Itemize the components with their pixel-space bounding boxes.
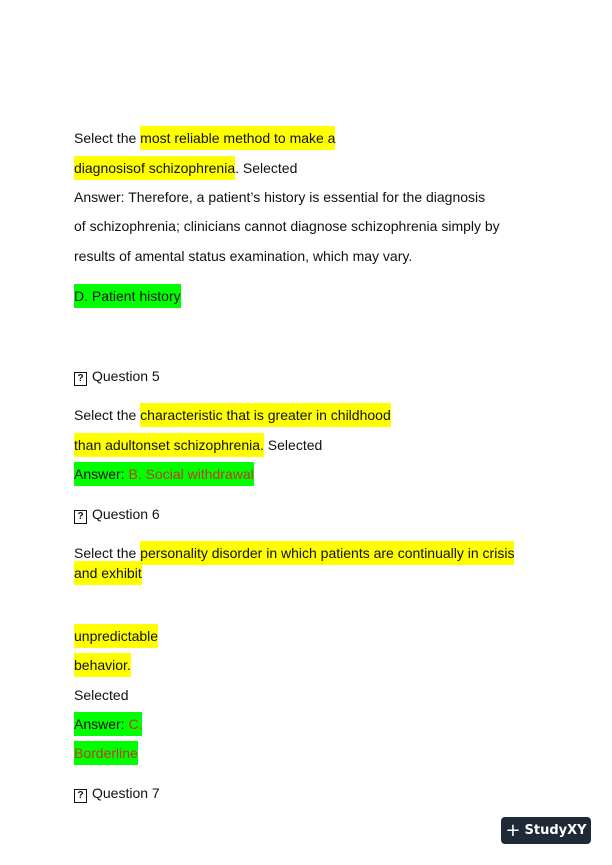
q4-prompt-highlight-2: diagnosisof schizophrenia <box>74 156 235 180</box>
q7-heading-text: Question 7 <box>92 785 160 801</box>
q6-prompt-highlight-2: and exhibit <box>74 561 142 585</box>
q5-answer-label: Answer: <box>74 466 129 482</box>
q5-prompt-prefix: Select the <box>74 407 141 423</box>
q4-answer <box>74 286 181 306</box>
q4-prompt-highlight-1: most reliable method to make a <box>140 126 335 150</box>
q4-explanation-line-1: Answer: Therefore, a patient’s history is essential for the diagnosis <box>74 189 486 205</box>
q5-prompt-line-2 <box>74 435 322 455</box>
q6-answer-label: Answer: <box>74 716 129 732</box>
q6-answer-line-1 <box>74 714 142 734</box>
q6-prompt-line-2 <box>74 563 142 583</box>
q4-prompt-prefix: Select the <box>74 130 141 146</box>
q5-answer-highlight <box>74 462 254 486</box>
question-mark-icon: ? <box>74 789 87 803</box>
q6-prompt-highlight-4: behavior. <box>74 653 131 677</box>
q4-explanation-line-2: of schizophrenia; clinicians cannot diagnose schizophrenia simply by <box>74 218 500 234</box>
q6-answer-value: Borderline <box>74 741 138 765</box>
q4-selected-text: . Selected <box>235 160 298 176</box>
q4-prompt-line-1 <box>74 128 335 148</box>
studyxy-badge[interactable] <box>501 817 591 844</box>
q5-prompt-highlight-2: than adultonset schizophrenia. <box>74 433 264 457</box>
q5-prompt-line-1 <box>74 405 391 425</box>
q6-heading-text: Question 6 <box>92 506 160 522</box>
q6-prompt-line-3 <box>74 626 158 646</box>
q6-answer-highlight-1 <box>74 712 142 736</box>
q6-prompt-prefix: Select the <box>74 545 141 561</box>
q6-prompt-highlight-1: personality disorder in which patients are continually in crisis <box>140 541 514 565</box>
q6-heading <box>74 504 160 524</box>
q5-prompt-highlight-1: characteristic that is greater in childhood <box>140 403 391 427</box>
q5-answer <box>74 464 254 484</box>
q6-selected-text: Selected <box>74 687 129 703</box>
question-mark-icon: ? <box>74 372 87 386</box>
question-mark-icon: ? <box>74 510 87 524</box>
q5-answer-value: B. Social withdrawal <box>128 466 254 482</box>
q7-heading <box>74 783 160 803</box>
plus-icon: + <box>505 819 521 841</box>
q6-prompt-line-1 <box>74 543 514 563</box>
q4-explanation-line-3: results of amental status examination, which may vary. <box>74 248 413 264</box>
q5-selected-text: Selected <box>263 437 323 453</box>
q6-prompt-highlight-3: unpredictable <box>74 624 158 648</box>
q5-heading <box>74 366 160 386</box>
q6-answer-line-2 <box>74 743 138 763</box>
q4-answer-highlight: D. Patient history <box>74 284 181 308</box>
q5-heading-text: Question 5 <box>92 368 160 384</box>
q6-prompt-line-4 <box>74 655 131 675</box>
brand-name: StudyXY <box>524 823 587 838</box>
q4-prompt-line-2 <box>74 158 297 178</box>
q6-answer-letter: C. <box>128 716 143 732</box>
